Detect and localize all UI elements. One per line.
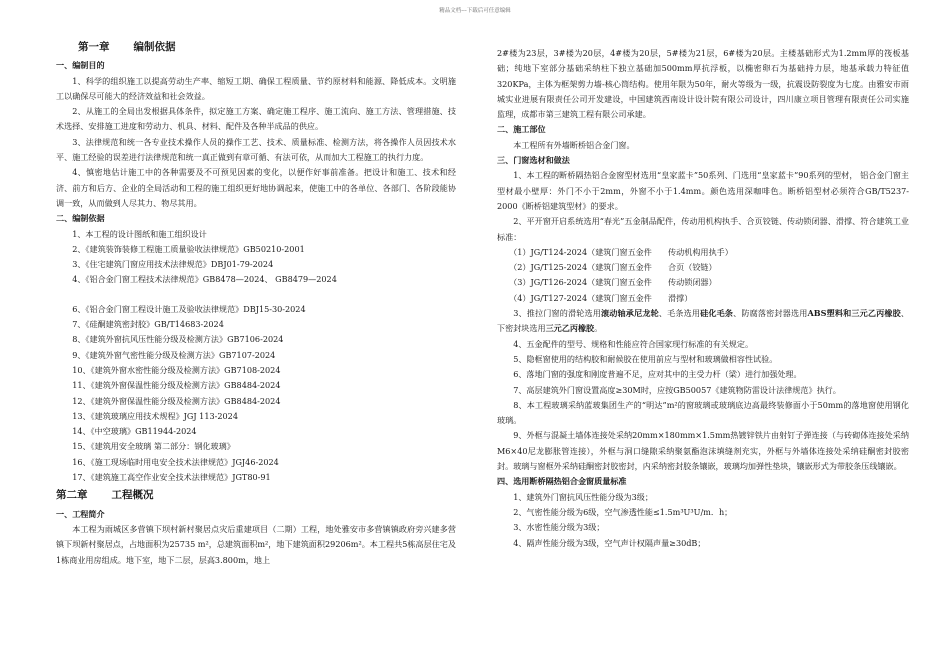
chapter-number: 第二章	[56, 489, 88, 502]
basis-item: 7、《硅酮建筑密封胶》GB/T14683-2024	[72, 319, 224, 330]
hardware-name: 滑撑）	[668, 292, 693, 303]
paragraph: 6、落地门窗的强度和刚度普遍不足，应对其中的主受力杆（梁）进行加强处理。	[513, 369, 802, 380]
text-run: 。	[594, 323, 603, 334]
hardware-code: （4）JG/T127-2024（建筑门窗五金件	[509, 292, 652, 303]
standard-item: 1、建筑外门窗抗风压性能分级为3级；	[513, 491, 653, 502]
paragraph: 4、慎密地估计施工中的各种需要及不可预见因素的变化，以便作好事前准备。把设计和施工、技术和经济、前方和后方、企业的全局活动和工程的施工组织更好地协调起来，使施工中的各单位、各部门、各阶段能协调一致，从而做到人尽其力、物尽其用。	[56, 167, 456, 208]
bold-run: 三元乙丙橡胶	[545, 323, 595, 334]
paragraph: 4、五金配件的型号、规格和性能应符合国家现行标准的有关规定。	[513, 338, 754, 349]
basis-item: 6、《铝合金门窗工程设计施工及验收法律规范》DBJ15-30-2024	[72, 303, 306, 314]
hardware-name: 传动锁闭器）	[668, 277, 717, 288]
chapter-title: 工程概况	[111, 489, 154, 502]
paragraph: 本工程为雨城区多营镇下坝村新村聚居点灾后重建项目（二期）工程，地处雅安市多营镇镇政府旁兴建多营镇下坝新村聚居点，占地面积为25735 m²，总建筑面积m²，地下建筑面积29206m²。本工程共5栋高层住宅及1栋商业用房组成。地下室，地下二层，层高3.800m，地上	[56, 523, 456, 565]
basis-item: 14、《中空玻璃》GB11944-2024	[72, 426, 197, 437]
text-run: 3、推拉门窗的滑轮选用	[513, 308, 602, 319]
section-heading: 一、工程简介	[56, 508, 105, 519]
basis-item: 13、《建筑玻璃应用技术规程》JGJ 113-2024	[72, 410, 238, 421]
basis-item: 8、《建筑外窗抗风压性能分级及检测方法》GB7106-2024	[72, 334, 284, 345]
left-column	[56, 40, 456, 568]
standard-item: 2、气密性能分级为6级，空气渗透性能≤1.5m³U³U/m．h；	[513, 506, 733, 517]
chapter-title: 编制依据	[133, 41, 176, 53]
paragraph: 本工程所有外墙断桥铝合金门窗。	[513, 139, 635, 150]
section-heading: 三、门窗选材和做法	[497, 155, 570, 166]
text-run: 、下密封块选用	[497, 308, 909, 334]
hardware-item	[497, 245, 909, 260]
hardware-code: （1）JG/T124-2024（建筑门窗五金件	[509, 246, 652, 257]
basis-item: 1、本工程的设计图纸和施工组织设计	[72, 228, 207, 239]
basis-item: 12、《建筑外窗保温性能分级及检测方法》GB8484-2024	[72, 395, 281, 406]
basis-item: 11、《建筑外窗保温性能分级及检测方法》GB8484-2024	[72, 380, 281, 391]
hardware-name: 传动机构用执手）	[668, 246, 733, 257]
bold-run: 硅化毛条	[700, 308, 734, 319]
paragraph: 2、从施工的全局出发根据具体条件，拟定施工方案、确定施工程序、施工流向、施工方法、管理措施、技术选择、安排施工进度和劳动力、机具、材料、配件及各种半成品的供应。	[56, 106, 456, 132]
hardware-code: （3）JG/T126-2024（建筑门窗五金件	[509, 277, 652, 288]
paragraph-mixed	[497, 306, 909, 337]
paragraph: 1、本工程的断桥隔热铝合金窗型材选用“皇家蓝卡”50系列、门选用“皇家蓝卡”90系列的型材， 铝合金门窗主型材最小壁厚：外门不小于2mm，外窗不小于1.4mm。颜色选用深咖啡色。断桥铝型材必须符合GB/T5237-2000《断桥铝建筑型材》的要求。	[497, 170, 909, 211]
paragraph: 5、隐框窗使用的结构胶和耐候胶在使用前应与型材和玻璃做相容性试验。	[513, 353, 778, 364]
basis-item: 9、《建筑外窗气密性能分级及检测方法》GB7107-2024	[72, 349, 276, 360]
standard-item: 3、水密性能分级为3级；	[513, 522, 605, 533]
standard-item: 4、隔声性能分级为3级，空气声计权隔声量≥30dB；	[513, 537, 706, 548]
hardware-code: （2）JG/T125-2024（建筑门窗五金件	[509, 262, 652, 273]
bold-run: 滚动轴承尼龙轮	[601, 308, 659, 319]
basis-item: 15、《建筑用安全玻璃 第二部分：钢化玻璃》	[72, 441, 235, 452]
basis-item: 4、《铝合金门窗工程技术法律规范》GB8478—2024、 GB8479—2024	[72, 274, 337, 285]
chapter-number: 第一章	[78, 41, 110, 53]
basis-item: 3、《住宅建筑门窗应用技术法律规范》DBJ01-79-2024	[72, 259, 274, 270]
basis-item: 10、《建筑外窗水密性能分级及检测方法》GB7108-2024	[72, 364, 281, 375]
hardware-name: 合页（铰链）	[668, 262, 717, 273]
basis-item: 17、《建筑施工高空作业安全技术法律规范》JGT80-91	[72, 472, 271, 483]
hardware-item	[497, 275, 909, 290]
basis-item: 16、《施工现场临时用电安全技术法律规范》JGJ46-2024	[72, 456, 279, 467]
paragraph: 9、外框与混凝土墙体连接处采纳20mm×180mm×1.5mm热镀锌铁片由射钉子弹连接（与砖砌体连接处采纳M6×40尼龙膨胀管连接），外框与洞口缝隙采纳聚氨酯泡沫填缝剂充实，外框与外墙体连接处采纳硅酮密封胶密封。玻璃与窗框外采纳硅酮密封胶密封，内采纳密封胶条镶嵌，玻璃均加弹性垫块，镶嵌形式为带胶条压线镶嵌。	[497, 430, 909, 472]
hardware-item	[497, 260, 909, 275]
basis-item: 2、《建筑装饰装修工程施工质量验收法律规范》GB50210-2001	[72, 243, 305, 254]
section-heading: 四、选用断桥隔热铝合金窗质量标准	[497, 476, 627, 487]
paragraph: 2、平开窗开启系统选用“春光”五金制品配件，传动用机构执手、合页铰链、传动锁闭器、滑撑、符合建筑工业标准：	[497, 216, 909, 242]
paragraph: 2#楼为23层，3#楼为20层，4#楼为20层，5#楼为21层，6#楼为20层。主楼基础形式为1.2mm厚的筏板基础；纯地下室部分基础采纳柱下独立基础加500mm厚抗浮板，以椭密卵石为基础持力层，地基承载力特征值320KPa，主体为框架剪力墙-核心筒结构。使用年限为50年，耐火等级为一级，抗震设防裂度为七度。由雅安市雨城实业进展有限责任公司开发建设，中国建筑西南设计设计院有限公司设计，四川康立项目管理有限责任公司实施监理，成都市第三建筑工程有限公司承建。	[497, 48, 909, 120]
paragraph: 1、科学的组织施工以提高劳动生产率、缩短工期、确保工程质量、节约原材料和能源、降低成本。文明施工以确保尽可能大的经济效益和社会效益。	[56, 75, 456, 101]
chapter-1-heading	[56, 40, 456, 55]
chapter-2-heading	[56, 488, 456, 503]
paragraph: 7、高层建筑外门窗设置高度≥30M时，应按GB50057《建筑物防雷设计法律规范》执行。	[513, 384, 841, 395]
section-heading: 二、编制依据	[56, 213, 105, 224]
page-header-note: 精品文档---下载后可任意编辑	[439, 8, 511, 14]
right-column	[497, 46, 909, 551]
paragraph: 3、法律规范和统一各专业技术操作人员的操作工艺、技术、质量标准、检测方法，将各操作人员因技术水平、施工经验的误差进行法律规范和统一真正做到有章可循、有法可依，从而加大工程施工的执行力度。	[56, 136, 456, 163]
hardware-item	[497, 291, 909, 306]
paragraph: 8、本工程玻璃采纳蓝玻集团生产的“明达”m²的窗玻璃或玻璃底边高最终装修面小于50mm的落地窗使用钢化玻璃。	[497, 399, 909, 426]
text-run: 、防腐落密封器选用	[733, 308, 808, 319]
bold-run: ABS塑料和三元乙丙橡胶	[807, 308, 901, 319]
section-heading: 一、编制目的	[56, 60, 105, 71]
section-heading: 二、施工部位	[497, 124, 546, 135]
text-run: 、毛条选用	[658, 308, 701, 319]
